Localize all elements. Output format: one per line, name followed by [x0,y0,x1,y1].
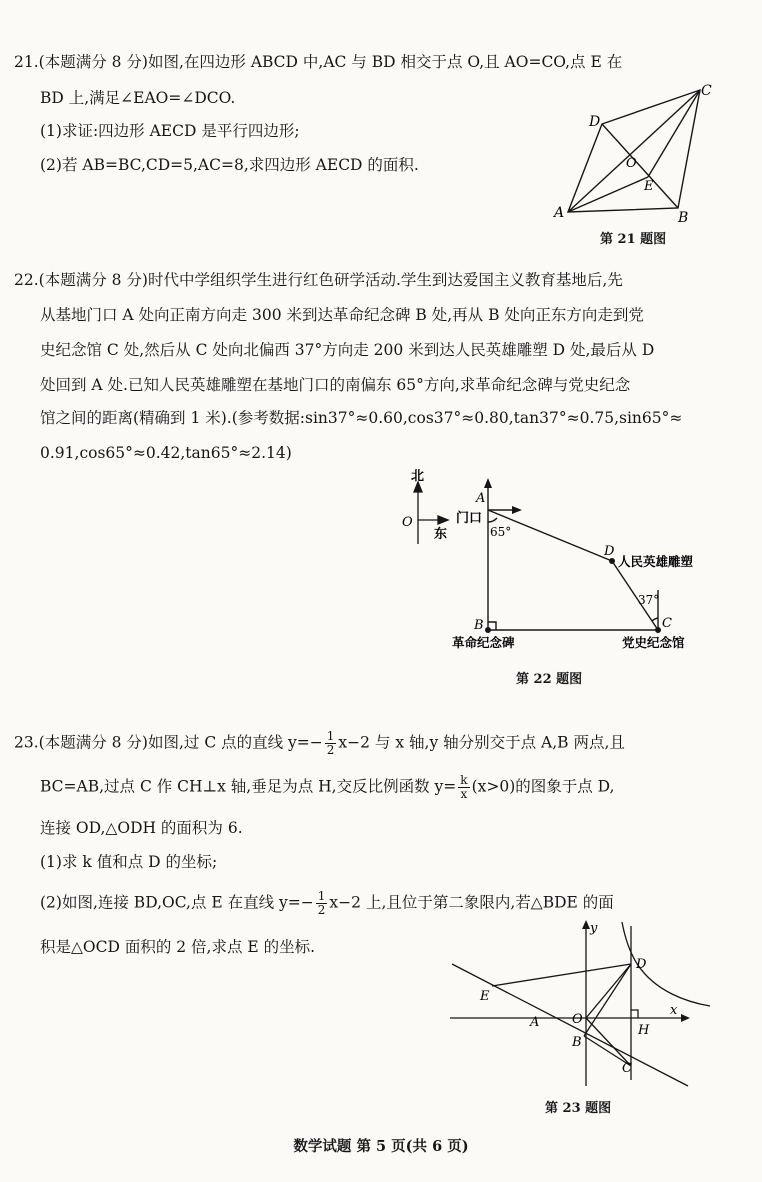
segment-od [586,964,631,1018]
q21-line1: 21.(本题满分 8 分)如图,在四边形 ABCD 中,AC 与 BD 相交于点 O,且 AO=CO,点 E 在 [14,53,623,71]
q23-part2 [40,890,614,917]
q23-line1 [14,730,625,757]
compass-north-label: 北 [411,469,425,484]
angle-37-arc [652,618,658,621]
north-arrow-a-icon [484,478,492,488]
q21-label-b: B [678,210,689,226]
point-c [655,627,661,633]
x-axis-arrow-icon [681,1014,690,1022]
fraction-half-1 [325,730,337,757]
q21-caption: 第 21 题图 [600,232,667,247]
frac-num-2: 1 [317,889,326,903]
q21-label-a: A [554,205,565,221]
q22-line6: 0.91,cos65°≈0.42,tan65°≈2.14) [40,444,292,462]
q23-line1-post: x−2 与 x 轴,y 轴分别交于点 A,B 两点,且 [338,733,625,752]
q23-part2-pre: (2)如图,连接 BD,OC,点 E 在直线 y=− [40,893,314,912]
q22-museum-label: 党史纪念馆 [622,635,685,650]
q23-label-b: B [572,1035,582,1050]
q23-line2-post: (x>0)的图象于点 D, [471,777,615,796]
east-arrow-a-icon [512,506,522,514]
q21-figure [548,80,728,230]
q21-line2: BD 上,满足∠EAO=∠DCO. [40,89,236,107]
fraction-half-2 [316,890,328,917]
q21-label-e: E [644,179,654,194]
q22-caption: 第 22 题图 [516,672,583,687]
q22-label-c: C [662,616,672,631]
line-y-neg-half-x-minus-2 [452,964,688,1086]
q22-line3: 史纪念馆 C 处,然后从 C 处向北偏西 37°方向走 200 米到达人民英雄雕塑 D 处,最后从 D [40,341,655,359]
q22-figure [390,462,710,662]
y-axis-arrow-icon [582,920,590,929]
compass-east-label: 东 [434,527,448,542]
q23-label-y: y [590,921,598,936]
q23-line1-pre: 23.(本题满分 8 分)如图,过 C 点的直线 y=− [14,733,323,752]
q21-part1: (1)求证:四边形 AECD 是平行四边形; [40,122,300,140]
q22-angle65-label: 65° [490,525,512,539]
q21-label-d: D [589,114,601,130]
diagonal-bd [602,124,678,208]
q21-label-c: C [701,83,712,99]
q23-label-a: A [530,1015,540,1030]
angle-65-arc [488,518,497,522]
q22-angle37-label: 37° [638,593,660,607]
segment-bd [584,964,631,1036]
q22-line4: 处回到 A 处.已知人民英雄雕塑在基地门口的南偏东 65°方向,求革命纪念碑与党史纪念 [40,376,631,394]
q23-line2 [40,774,614,801]
compass-origin-label: O [402,515,413,530]
q22-line5: 馆之间的距离(精确到 1 米).(参考数据:sin37°≈0.60,cos37°≈0.80,tan37°≈0.75,sin65°≈ [40,409,683,427]
page-footer: 数学试题 第 5 页(共 6 页) [293,1138,469,1155]
q23-label-c: C [622,1061,632,1076]
fraction-k-over-x [458,774,469,801]
q22-label-b: B [474,618,484,633]
q23-label-e: E [480,989,490,1004]
q22-label-d: D [604,544,615,559]
q23-part2-post: x−2 上,且位于第二象限内,若△BDE 的面 [329,893,614,912]
q23-caption: 第 23 题图 [545,1101,612,1116]
q21-part2: (2)若 AB=BC,CD=5,AC=8,求四边形 AECD 的面积. [40,156,419,174]
q22-statue-label: 人民英雄雕塑 [618,554,694,569]
q23-line2-pre: BC=AB,过点 C 作 CH⊥x 轴,垂足为点 H,交反比例函数 y= [40,777,457,796]
east-arrow-icon [438,516,448,524]
q22-label-a: A [476,491,486,506]
segment-ed [492,964,631,986]
q22-line1: 22.(本题满分 8 分)时代中学组织学生进行红色研学活动.学生到达爱国主义教育基地后,先 [14,271,623,289]
frac-num: 1 [326,729,335,743]
q23-label-x: x [670,1003,678,1018]
point-b [485,627,491,633]
q23-line6: 积是△OCD 面积的 2 倍,求点 E 的坐标. [40,938,316,956]
frac-k: k [460,773,468,787]
q23-label-d: D [636,957,647,972]
q23-label-o: O [572,1012,583,1027]
frac-den: 2 [326,743,335,757]
q23-part1: (1)求 k 值和点 D 的坐标; [40,853,218,871]
right-angle-h [631,1010,638,1018]
q22-gate-label: 门口 [456,511,483,526]
q23-label-h: H [638,1023,650,1038]
q22-monument-label: 革命纪念碑 [452,635,515,650]
q21-label-o: O [626,156,637,171]
frac-x: x [460,787,468,801]
q22-line2: 从基地门口 A 处向正南方向走 300 米到达革命纪念碑 B 处,再从 B 处向正东方向走到党 [40,306,644,324]
q23-line3: 连接 OD,△ODH 的面积为 6. [40,819,243,837]
q23-figure [448,914,720,1094]
frac-den-2: 2 [317,903,326,917]
